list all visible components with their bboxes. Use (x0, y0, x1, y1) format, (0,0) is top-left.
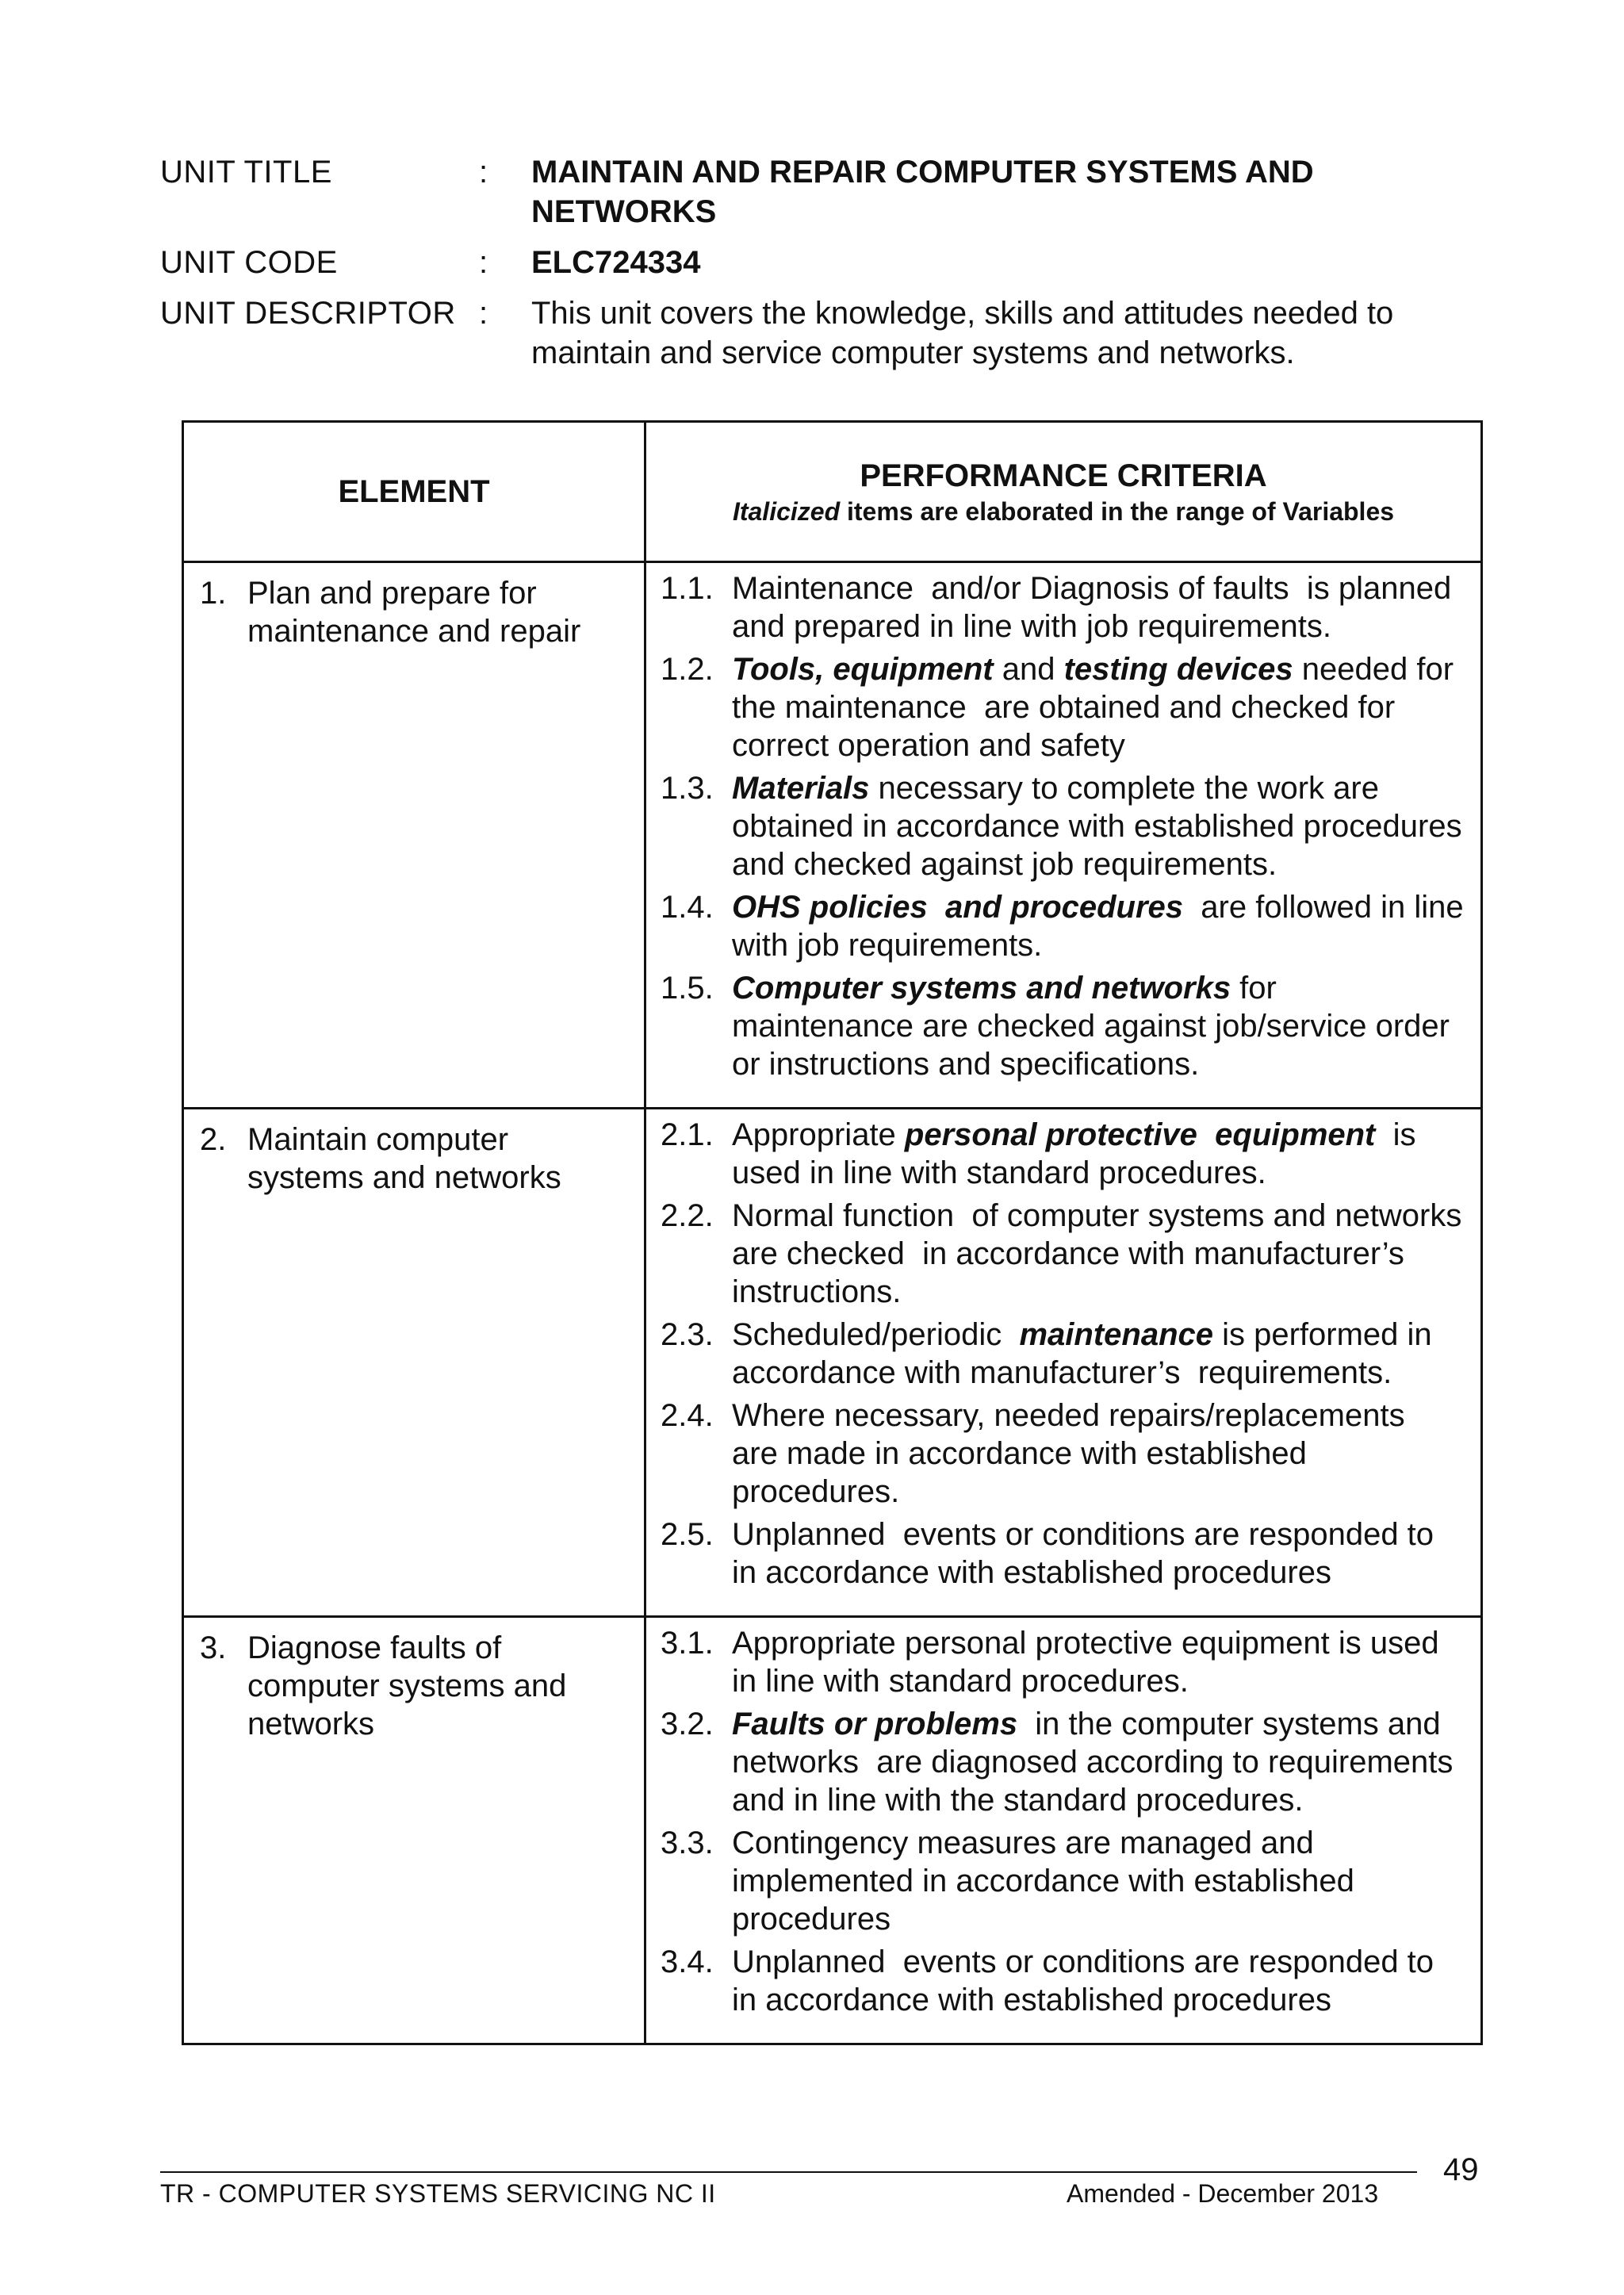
unit-title-value (531, 152, 1461, 232)
criterion-text (732, 1705, 1465, 1819)
criterion-emphasis: Tools, equipment (732, 652, 994, 687)
unit-code-colon: : (479, 245, 488, 280)
criterion-emphasis: maintenance (1019, 1317, 1213, 1352)
footer-rule (160, 2171, 1417, 2173)
unit-descriptor-colon: : (479, 296, 488, 331)
criterion-item (661, 888, 1473, 964)
unit-descriptor-value (531, 293, 1461, 373)
criterion-segment: is performed in accordance with manufacturer’s requirements. (732, 1317, 1441, 1390)
unit-descriptor-label: UNIT DESCRIPTOR (160, 296, 456, 331)
criterion-item (661, 650, 1465, 764)
criterion-item (661, 1197, 1471, 1311)
element-number: 2. (200, 1122, 227, 1157)
table-row (183, 1617, 1482, 2044)
criterion-segment: necessary to complete the work are obtained in accordance with established procedures and checked against job requirements. (732, 771, 1471, 882)
criteria-cell (645, 1617, 1482, 2044)
criterion-item (661, 1316, 1465, 1392)
criterion-number: 3.3. (661, 1826, 714, 1860)
unit-descriptor-line: This unit covers the knowledge, skills and attitudes needed to (531, 296, 1394, 331)
criterion-item (661, 969, 1465, 1083)
criterion-text (732, 1515, 1465, 1592)
footer-amended-date: Amended - December 2013 (1067, 2179, 1379, 2208)
element-number: 3. (200, 1630, 227, 1665)
criterion-text (732, 769, 1471, 883)
criterion-item (661, 1515, 1465, 1592)
criteria-cell (645, 1109, 1482, 1617)
criterion-number: 2.4. (661, 1398, 714, 1433)
criteria-header-note (646, 496, 1480, 527)
element-text: Maintain computer systems and networks (247, 1122, 561, 1195)
criteria-note-emphasis: Italicized (732, 497, 841, 526)
criterion-number: 1.1. (661, 571, 714, 606)
criterion-number: 2.5. (661, 1517, 714, 1552)
footer-document-title: TR - COMPUTER SYSTEMS SERVICING NC II (160, 2179, 716, 2208)
unit-title-colon: : (479, 155, 488, 190)
criterion-segment: Unplanned events or conditions are responded to in accordance with established procedures (732, 1944, 1443, 2017)
criterion-emphasis: OHS policies and procedures (732, 890, 1184, 925)
criterion-number: 2.1. (661, 1117, 714, 1152)
element-text: Diagnose faults of computer systems and networks (247, 1630, 567, 1741)
criterion-text (732, 1943, 1465, 2019)
element-item (200, 574, 631, 650)
criterion-number: 1.4. (661, 890, 714, 925)
element-cell (183, 1109, 645, 1617)
criterion-segment: is used in line with standard procedures. (732, 1117, 1425, 1190)
unit-descriptor-line: maintain and service computer systems and networks. (531, 335, 1295, 370)
criterion-emphasis: Materials (732, 771, 870, 806)
criteria-header-title: PERFORMANCE CRITERIA (860, 458, 1267, 493)
element-item (200, 1121, 631, 1197)
criterion-segment: are followed in line with job requirements. (732, 890, 1473, 963)
table-row (183, 562, 1482, 1109)
element-cell (183, 1617, 645, 2044)
criterion-segment: Contingency measures are managed and implemented in accordance with established procedures (732, 1826, 1364, 1937)
criterion-text (732, 969, 1465, 1083)
criterion-item (661, 769, 1471, 883)
unit-header (160, 152, 1461, 384)
unit-title-label: UNIT TITLE (160, 155, 332, 190)
criterion-text (732, 650, 1465, 764)
criterion-number: 2.2. (661, 1198, 714, 1233)
element-number: 1. (200, 576, 227, 611)
criterion-segment: Maintenance and/or Diagnosis of faults is planned and prepared in line with job requirements. (732, 571, 1461, 644)
criterion-emphasis: personal protective equipment (904, 1117, 1376, 1152)
criteria-note-text: items are elaborated in the range of Variables (840, 497, 1395, 526)
unit-code-value: ELC724334 (531, 245, 701, 280)
criterion-number: 3.4. (661, 1944, 714, 1979)
element-text: Plan and prepare for maintenance and repair (247, 576, 581, 649)
criterion-number: 1.5. (661, 971, 714, 1006)
criterion-item (661, 1705, 1465, 1819)
unit-title-line: NETWORKS (531, 194, 717, 229)
criteria-cell (645, 562, 1482, 1109)
criterion-item (661, 569, 1465, 646)
criterion-segment: Appropriate personal protective equipment is used in line with standard procedures. (732, 1626, 1448, 1699)
table-header-row (183, 422, 1482, 562)
criteria-column-header (645, 422, 1482, 562)
element-cell (183, 562, 645, 1109)
table-body (183, 562, 1482, 2044)
unit-title-line: MAINTAIN AND REPAIR COMPUTER SYSTEMS AND (531, 155, 1314, 190)
criterion-text (732, 1624, 1465, 1700)
table-row (183, 1109, 1482, 1617)
criterion-segment: Where necessary, needed repairs/replacements are made in accordance with established procedures. (732, 1398, 1423, 1509)
criterion-item (661, 1397, 1465, 1511)
criterion-segment: needed for the maintenance are obtained and checked for correct operation and safety (732, 652, 1463, 763)
criterion-text (732, 569, 1465, 646)
criterion-segment: in the computer systems and networks are diagnosed according to requirements and in line with the standard procedures. (732, 1707, 1462, 1818)
competency-table (182, 420, 1483, 2045)
element-item (200, 1629, 631, 1743)
criterion-item (661, 1116, 1465, 1192)
criterion-number: 1.3. (661, 771, 714, 806)
criterion-number: 3.2. (661, 1707, 714, 1741)
criterion-item (661, 1624, 1465, 1700)
criterion-emphasis: Faults or problems (732, 1707, 1018, 1741)
unit-title-row (160, 152, 1461, 232)
unit-code-label: UNIT CODE (160, 245, 338, 280)
criterion-segment: Normal function of computer systems and networks are checked in accordance with manufacturer’s instructions. (732, 1198, 1471, 1309)
criterion-item (661, 1943, 1465, 2019)
criterion-segment: Scheduled/periodic (732, 1317, 1020, 1352)
criterion-emphasis: Computer systems and networks (732, 971, 1231, 1006)
criterion-text (732, 1824, 1465, 1938)
unit-code-row (160, 243, 1461, 282)
criterion-segment: for maintenance are checked against job/service order or instructions and specifications. (732, 971, 1459, 1082)
criterion-segment: Appropriate (732, 1117, 905, 1152)
element-column-header: ELEMENT (183, 422, 645, 562)
criterion-segment: Unplanned events or conditions are responded to in accordance with established procedures (732, 1517, 1443, 1590)
criterion-text (732, 1197, 1471, 1311)
criterion-segment: and (993, 652, 1064, 687)
criterion-text (732, 888, 1473, 964)
criterion-number: 3.1. (661, 1626, 714, 1661)
criterion-text (732, 1116, 1465, 1192)
criterion-text (732, 1397, 1465, 1511)
unit-descriptor-row (160, 293, 1461, 373)
criterion-number: 1.2. (661, 652, 714, 687)
criterion-number: 2.3. (661, 1317, 714, 1352)
criterion-emphasis: testing devices (1063, 652, 1293, 687)
criterion-item (661, 1824, 1465, 1938)
criterion-text (732, 1316, 1465, 1392)
page-number: 49 (1443, 2152, 1479, 2187)
